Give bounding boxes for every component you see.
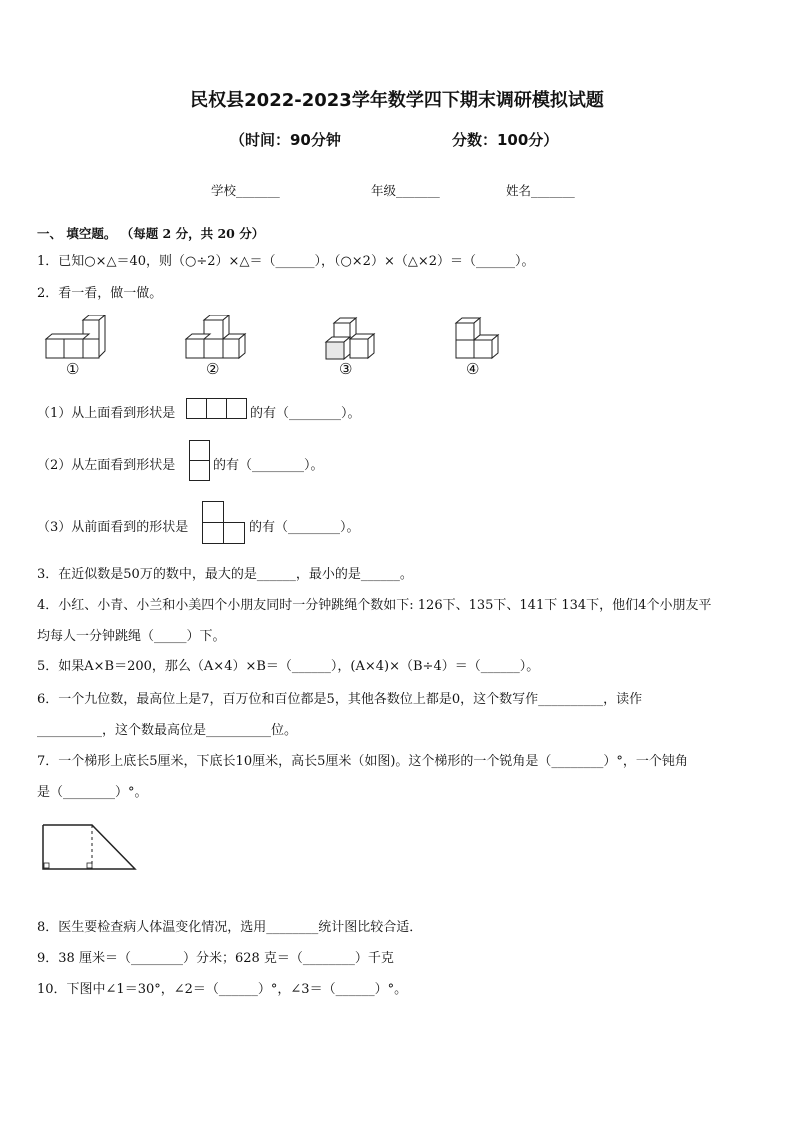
question-3: 3．在近似数是50万的数中，最大的是______，最小的是______。 bbox=[37, 567, 413, 582]
question-6-line-2: __________，这个数最高位是__________位。 bbox=[37, 723, 298, 738]
exam-time: （时间：90分钟 bbox=[230, 131, 341, 149]
top-view-shape bbox=[186, 398, 248, 420]
question-5: 5．如果A×B＝200，那么（A×4）×B＝（______），(A×4)×（B÷4）＝（______）。 bbox=[37, 659, 540, 674]
trapezoid-figure bbox=[40, 822, 140, 874]
question-6-line-1: 6．一个九位数，最高位上是7，百万位和百位都是5，其他各数位上都是0，这个数写作__________，读作 bbox=[37, 692, 643, 707]
exam-score: 分数：100分） bbox=[452, 131, 559, 149]
figure-label-1: ① bbox=[66, 360, 80, 378]
question-8: 8．医生要检查病人体温变化情况，选用________统计图比较合适． bbox=[37, 920, 423, 935]
grade-field: 年级_______ bbox=[371, 183, 440, 198]
question-2-1-prefix: （1）从上面看到形状是 bbox=[37, 406, 176, 421]
question-2: 2．看一看，做一做。 bbox=[37, 286, 163, 301]
figure-label-3: ③ bbox=[339, 360, 353, 378]
cube-figures bbox=[40, 315, 520, 385]
question-2-3-prefix: （3）从前面看到的形状是 bbox=[37, 520, 189, 535]
figure-label-4: ④ bbox=[466, 360, 480, 378]
left-view-shape bbox=[189, 440, 211, 482]
figure-label-2: ② bbox=[206, 360, 220, 378]
exam-title: 民权县2022-2023学年数学四下期末调研模拟试题 bbox=[190, 90, 604, 111]
question-7-line-2: 是（________）°。 bbox=[37, 785, 148, 800]
name-field: 姓名_______ bbox=[506, 183, 575, 198]
question-1: 1．已知○×△＝40，则（○÷2）×△＝（______），（○×2）×（△×2）＝（______）。 bbox=[37, 254, 535, 269]
question-2-3-suffix: 的有（________）。 bbox=[249, 520, 360, 535]
question-7-line-1: 7．一个梯形上底长5厘米，下底长10厘米，高长5厘米（如图)。这个梯形的一个锐角是（________）°，一个钝角 bbox=[37, 754, 688, 769]
question-2-2-prefix: （2）从左面看到形状是 bbox=[37, 458, 176, 473]
question-4-line-2: 均每人一分钟跳绳（_____）下。 bbox=[37, 629, 226, 644]
question-10: 10．下图中∠1＝30°，∠2＝（______）°，∠3＝（______）°。 bbox=[37, 982, 408, 997]
question-9: 9．38 厘米＝（________）分米；628 克＝（________）千克 bbox=[37, 951, 394, 966]
cube-figure-4 bbox=[456, 318, 498, 358]
cube-figure-1 bbox=[46, 315, 105, 358]
school-field: 学校_______ bbox=[211, 183, 280, 198]
question-4-line-1: 4．小红、小青、小兰和小美四个小朋友同时一分钟跳绳个数如下: 126下、135下、141下 134下，他们4个小朋友平 bbox=[37, 598, 712, 613]
front-view-shape bbox=[202, 501, 246, 545]
section-heading: 一、 填空题。 （每题 2 分，共 20 分） bbox=[37, 226, 265, 241]
question-2-2-suffix: 的有（________）。 bbox=[213, 458, 324, 473]
cube-figure-3 bbox=[326, 318, 374, 359]
question-2-1-suffix: 的有（________）。 bbox=[250, 406, 361, 421]
cube-figure-2 bbox=[186, 315, 245, 358]
